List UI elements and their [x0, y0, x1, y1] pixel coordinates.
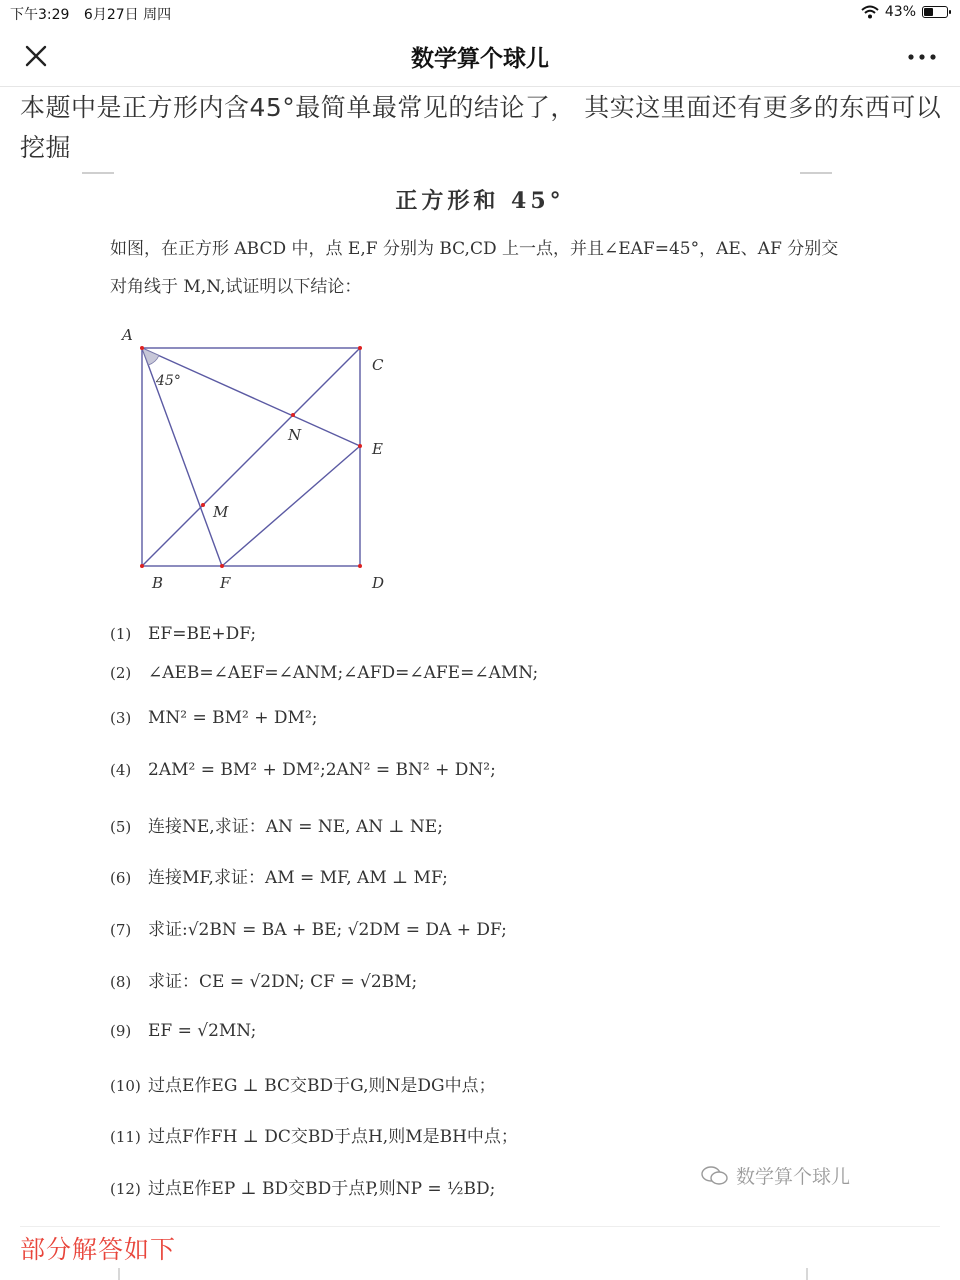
- corner-mark: [806, 1268, 808, 1280]
- watermark: [700, 1162, 850, 1189]
- conclusion-item: (4) 2AM² = BM² + DM²;2AN² = BN² + DN²;: [110, 760, 496, 780]
- conclusion-item: (2) ∠AEB=∠AEF=∠ANM;∠AFD=∠AFE=∠AMN;: [110, 663, 539, 683]
- conclusion-item: (9) EF = √2MN;: [110, 1021, 257, 1041]
- corner-mark: [800, 172, 832, 174]
- label-a: A: [122, 326, 133, 344]
- conclusion-item: (8) 求证：CE = √2DN; CF = √2BM;: [110, 972, 418, 992]
- label-e: E: [372, 440, 383, 458]
- section-heading: 部分解答如下: [20, 1235, 177, 1264]
- battery-percent: 43%: [884, 4, 916, 20]
- problem-line-1: 如图，在正方形 ABCD 中，点 E,F 分别为 BC,CD 上一点，并且∠EAF=45°，AE、AF 分别交: [110, 239, 839, 259]
- corner-mark: [118, 1268, 120, 1280]
- wechat-icon: [700, 1165, 730, 1187]
- label-angle: 45°: [156, 373, 181, 389]
- label-d: D: [372, 574, 385, 592]
- conclusion-item: (1) EF=BE+DF;: [110, 624, 257, 644]
- label-n: N: [288, 426, 302, 444]
- conclusion-item: (5) 连接NE,求证：AN = NE, AN ⊥ NE;: [110, 817, 443, 837]
- segment-af: [142, 348, 222, 566]
- label-c: C: [372, 356, 384, 374]
- page-title: 数学算个球儿: [411, 46, 549, 72]
- segment-ae: [142, 348, 360, 446]
- nav-bar: [0, 26, 960, 87]
- conclusion-item: (11) 过点F作FH ⊥ DC交BD于点H,则M是BH中点；: [110, 1127, 518, 1147]
- wifi-icon: [861, 5, 879, 19]
- label-m: M: [213, 503, 229, 521]
- conclusion-item: (10) 过点E作EG ⊥ BC交BD于G,则N是DG中点；: [110, 1076, 496, 1096]
- battery-icon: [922, 6, 948, 18]
- conclusion-item: (6) 连接MF,求证：AM = MF, AM ⊥ MF;: [110, 868, 448, 888]
- conclusion-item: (12) 过点E作EP ⊥ BD交BD于点P,则NP = ½BD;: [110, 1179, 496, 1199]
- document-title: 正方形和 45°: [395, 188, 565, 214]
- document-image: [20, 162, 940, 1227]
- geometry-figure: [112, 324, 432, 599]
- article-intro: 本题中是正方形内含45°最简单最常见的结论了， 其实这里面还有更多的东西可以挖掘: [20, 93, 942, 162]
- corner-mark: [82, 172, 114, 174]
- label-f: F: [220, 574, 231, 592]
- problem-line-2: 对角线于 M,N,试证明以下结论：: [110, 277, 362, 297]
- status-bar: [0, 0, 960, 24]
- divider: [20, 1226, 940, 1227]
- battery-level: [924, 8, 933, 16]
- status-date: 6月27日 周四: [83, 7, 172, 23]
- conclusion-item: (7) 求证:√2BN = BA + BE; √2DM = DA + DF;: [110, 920, 507, 940]
- label-b: B: [152, 574, 164, 592]
- more-icon[interactable]: [902, 38, 942, 74]
- status-time: 下午3:29: [10, 7, 70, 23]
- segment-ef: [222, 446, 360, 566]
- watermark-text: 数学算个球儿: [736, 1166, 851, 1188]
- conclusion-item: (3) MN² = BM² + DM²;: [110, 708, 318, 728]
